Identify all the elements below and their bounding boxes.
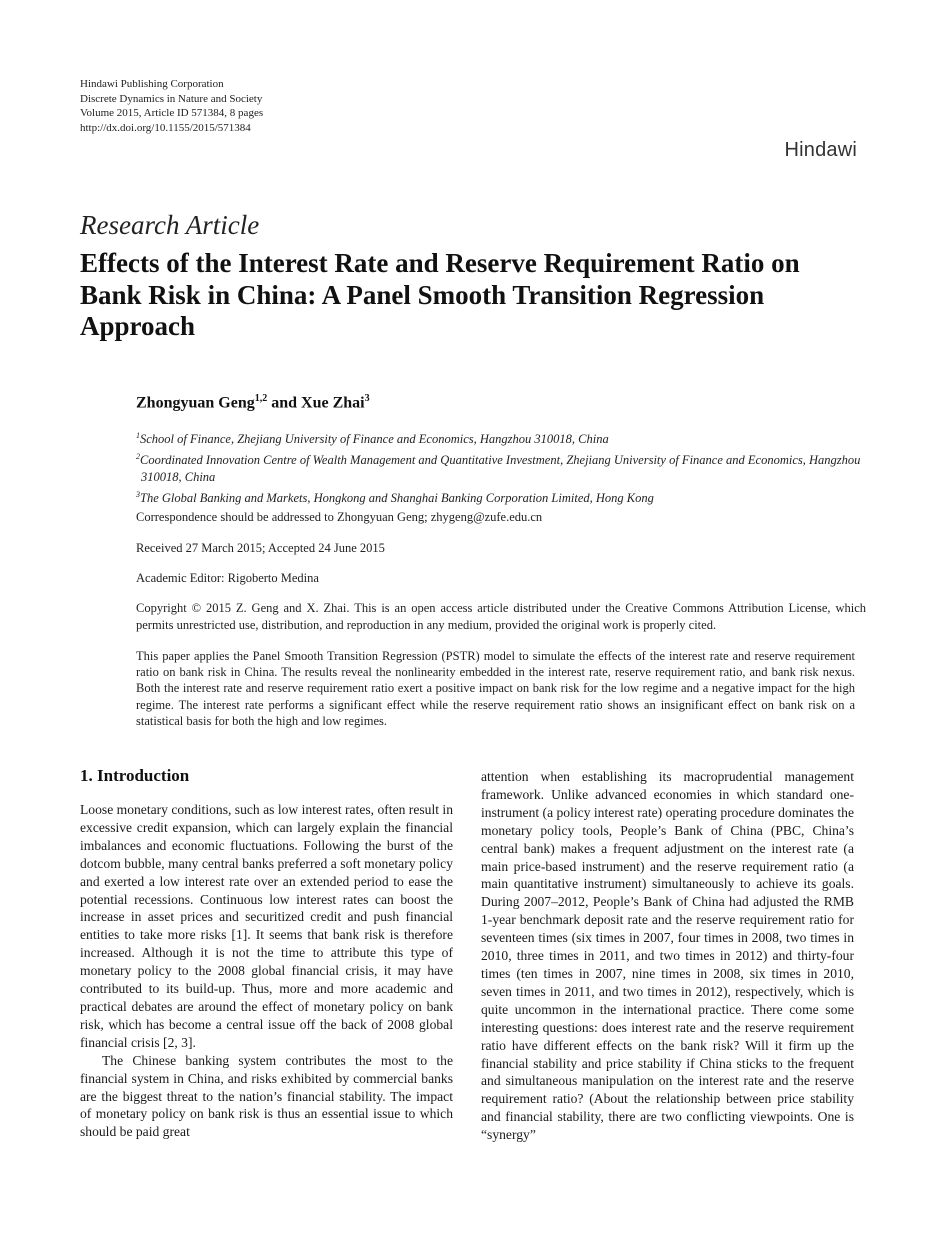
- affiliation-number: 2: [136, 452, 140, 462]
- received-accepted-dates: Received 27 March 2015; Accepted 24 June 2015: [136, 541, 385, 555]
- body-paragraph: attention when establishing its macroprudential management framework. Unlike advanced economies in which standard one-instrument (a policy interest rate) operating procedure dominates the monetary policy tools, People’s Bank of China (PBC, China’s central bank) makes a frequent adjustment on the interest rate (a main price-based instrument) and the reserve requirement ratio (a main quantitative instrument) simultaneously to achieve its goals. During 2007–2012, People’s Bank of China had adjusted the RMB 1-year benchmark deposit rate and the reserve requirement ratio for seventeen times (six times in 2007, four times in 2008, two times in 2010, three times in 2011, and two times in 2012) and thirty-four times (ten times in 2007, nine times in 2008, six times in 2010, seven times in 2011, and two times in 2012), respectively, which is quite uncommon in the international practice. There come some interesting questions: does interest rate and the reserve requirement ratio have different effects on the bank risk? Will it firm up the financial stability and price stability if China sticks to the frequent and simultaneous manipulation on the interest rate and the reserve requirement ratio? (About the relationship between price stability and financial stability, there are two conflicting viewpoints. One is “synergy”: [481, 769, 854, 1143]
- body-column-left: [80, 766, 453, 1141]
- affiliations: [136, 427, 866, 507]
- publisher-name: Hindawi Publishing Corporation: [80, 78, 224, 90]
- volume-info: Volume 2015, Article ID 571384, 8 pages: [80, 107, 264, 119]
- correspondence-note: Correspondence should be addressed to Zhongyuan Geng; zhygeng@zufe.edu.cn: [136, 510, 543, 524]
- journal-name: Discrete Dynamics in Nature and Society: [80, 92, 263, 105]
- body-column-right: [481, 768, 854, 1144]
- doi-link[interactable]: http://dx.doi.org/10.1155/2015/571384: [80, 121, 251, 134]
- body-paragraph: Loose monetary conditions, such as low interest rates, often result in excessive credit expansion, which can largely explain the financial imbalances and economic fluctuations. Following the burst of the dotcom bubble, many central banks preferred a soft monetary policy and exerted a low interest rate over an extended period to ease the potential recessions. Continuous low interest rates can boost the increase in asset prices and securitized credit and push financial entities to take more risks [1]. It seems that bank risk is therefore increased. Although it is not the time to attribute this type of monetary policy to the 2008 global financial crisis, it may have contributed to its build-up. Thus, more and more academic and practical debates are around the effect of monetary policy on bank risk, which has become a central issue off the back of 2008 global financial crisis [2, 3].: [80, 802, 453, 1050]
- hindawi-logo: Hindawi: [784, 139, 857, 161]
- affiliation-item: [136, 427, 866, 448]
- affiliation-number: 3: [136, 490, 140, 500]
- affiliation-number: 1: [136, 431, 140, 440]
- author-conjunction: and: [267, 394, 302, 412]
- author-affiliation-marker: 3: [364, 393, 370, 404]
- author-name: Zhongyuan Geng: [136, 394, 255, 412]
- journal-masthead: [80, 77, 263, 135]
- author-name: Xue Zhai: [301, 394, 365, 412]
- copyright-notice: Copyright © 2015 Z. Geng and X. Zhai. This is an open access article distributed under the Creative Commons Attribution License, which permits unrestricted use, distribution, and reproduction in any medium, provided the original work is properly cited.: [136, 601, 866, 632]
- affiliation-item: [136, 448, 866, 486]
- affiliation-text: School of Finance, Zhejiang University of Finance and Economics, Hangzhou 310018, China: [140, 432, 609, 447]
- article-title: Effects of the Interest Rate and Reserve Requirement Ratio on Bank Risk in China: A Panel Smooth Transition Regression Approach: [80, 248, 800, 341]
- section-heading: 1. Introduction: [80, 766, 190, 785]
- author-affiliation-marker: 1,2: [254, 393, 268, 404]
- body-paragraph: The Chinese banking system contributes the most to the financial system in China, and risks exhibited by commercial banks are the biggest threat to the nation’s financial stability. The impact of monetary policy on bank risk is thus an essential issue to which should be paid great: [80, 1052, 453, 1140]
- abstract: This paper applies the Panel Smooth Transition Regression (PSTR) model to simulate the effects of the interest rate and reserve requirement ratio on bank risk in China. The results reveal the nonlinearity embedded in the interest rate, reserve requirement ratio, and bank risk nexus. Both the interest rate and reserve requirement ratio exert a positive impact on bank risk for the low regime and a negative impact for the high regime. The interest rate performs a significant effect while the reserve requirement ratio shows an insignificant effect on bank risk on a statistical basis for both the high and low regimes.: [136, 649, 855, 728]
- academic-editor: Academic Editor: Rigoberto Medina: [136, 571, 319, 585]
- affiliation-text: Coordinated Innovation Centre of Wealth Management and Quantitative Investment, Zhejiang University of Finance and Economics, Hangzhou 310018, China: [140, 453, 861, 485]
- article-type: Research Article: [80, 210, 260, 240]
- author-line: [136, 393, 370, 412]
- affiliation-text: The Global Banking and Markets, Hongkong and Shanghai Banking Corporation Limited, Hong Kong: [140, 491, 654, 506]
- affiliation-item: [136, 486, 866, 507]
